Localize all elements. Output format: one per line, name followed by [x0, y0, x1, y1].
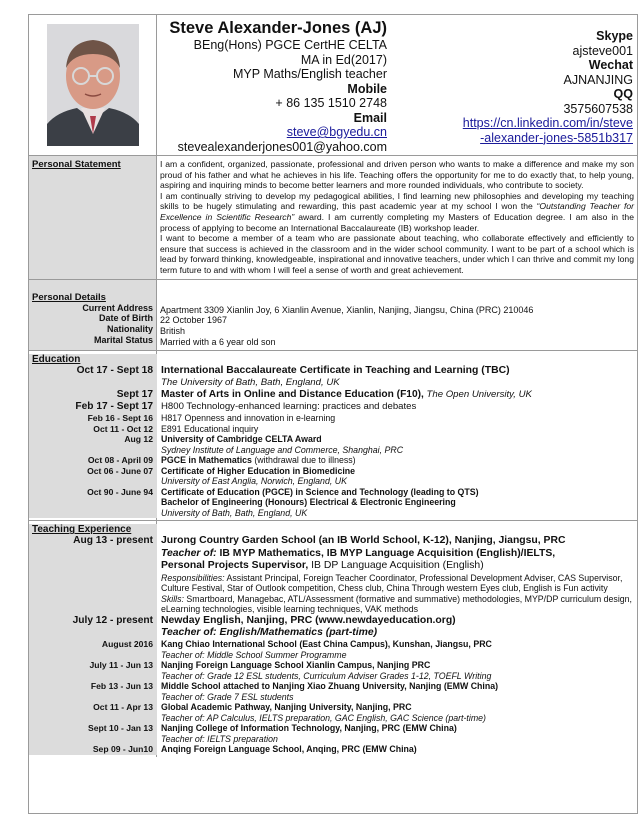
- skype-id: ajsteve001: [572, 43, 633, 58]
- teaching-entry: August 2016 Kang Chiao International School (East China Campus), Kunshan, Jiangsu, PRC Teacher of: Middle School Summer Programme: [29, 639, 637, 660]
- linkedin-link-line2[interactable]: -alexander-jones-5851b317: [480, 130, 633, 145]
- address-value: Apartment 3309 Xianlin Joy, 6 Xianlin Avenue, Xianlin, Nanjing, Jiangsu, China (PRC) 210046: [160, 304, 534, 315]
- teaching-entry: Aug 13 - present Jurong Country Garden School (an IB World School, K-12), Nanjing, Jiangsu, PRC Teacher of: IB MYP Mathematics, IB MYP Language Acquisition (English)/IELTS, Personal Projects Supervisor, IB DP Language Acquisition (English) Responsibilities: Assistant Principal, Foreign Teacher Coordinator, Professional Development Adviser, CAS Supervisor, Culture Festival, Star of Outlook competition, Chess club, China Through western Eyes club, English is Fun activity Skills: Smartboard, Managebac, ATL/Assessment (formative and summative) methodologies, MYP/DP curriculum design, eLearning technologies, visible learning techniques, VAK methods: [29, 535, 637, 614]
- education-entry: Oct 06 - June 07 Certificate of Higher Education in Biomedicine University of East Anglia, Norwich, England, UK: [29, 466, 637, 487]
- education-entry: Sept 17 Master of Arts in Online and Distance Education (F10), The Open University, UK: [29, 389, 637, 401]
- marital-label: Marital Status: [93, 334, 153, 345]
- resume-page: [28, 14, 638, 814]
- education-entry: Feb 16 - Sept 16 H817 Openness and innovation in e-learning: [29, 413, 637, 424]
- education-title: Education: [32, 353, 81, 365]
- teaching-title: Teaching Experience: [32, 524, 132, 536]
- nationality-value: British: [160, 326, 186, 337]
- marital-value: Married with a 6 year old son: [160, 336, 276, 347]
- header-main-info: [157, 15, 387, 155]
- education-entry: Oct 90 - June 94 Certificate of Education (PGCE) in Science and Technology (leading to QTS) Bachelor of Engineering (Honours) Electrical & Electronic Engineering University of Bath, Bath, England, UK: [29, 487, 637, 519]
- education-entry: Aug 12 University of Cambridge CELTA Award Sydney Institute of Language and Commerce, Shanghai, PRC: [29, 434, 637, 455]
- education-entry: Oct 08 - April 09 PGCE in Mathematics (withdrawal due to illness): [29, 455, 637, 466]
- teaching-entry: Sep 09 - Jun10 Anqing Foreign Language School, Anqing, PRC (EMW China): [29, 744, 637, 755]
- personal-details-section: [29, 280, 637, 351]
- email-label: Email: [353, 110, 387, 125]
- masters-degree: MA in Ed(2017): [300, 52, 387, 67]
- candidate-name: Steve Alexander-Jones (AJ): [169, 19, 387, 37]
- statement-paragraph-2: I am continually striving to develop my pedagogical abilities, I find learning new philosophies and developing my teaching skills to be hugely stimulating and rewarding, this past academic year at my school I won the “Outstanding Teacher for Excellence in Scientific Research” award. I am currently completing my Masters of Education degree. I am also in the process of applying to become an International Baccalaureate (IB) workshop leader.: [160, 190, 634, 233]
- teaching-entry: Oct 11 - Apr 13 Global Academic Pathway, Nanjing University, Nanjing, PRC Teacher of: AP Calculus, IELTS preparation, GAC English, GAC Science (part-time): [29, 702, 637, 723]
- skype-label: Skype: [596, 29, 633, 43]
- wechat-label: Wechat: [588, 58, 633, 72]
- profile-photo: [47, 24, 139, 146]
- email-link-work[interactable]: steve@bgyedu.cn: [286, 125, 387, 139]
- statement-paragraph-1: I am a confident, organized, passionate, professional and driven person who wants to make a difference and make my son proud of his father and what he achieves in his life. Teaching offers the opportunity for me to do exactly that, to help young, aspiring and inquiring minds to become better learners and more rounded individuals, who contribute to society.: [160, 159, 634, 191]
- qq-label: QQ: [613, 87, 633, 101]
- photo-cell: [29, 15, 157, 155]
- address-label: Current Address: [82, 302, 153, 313]
- linkedin-link-line1[interactable]: https://cn.linkedin.com/in/steve: [462, 116, 633, 130]
- teaching-entry: Feb 13 - Jun 13 Middle School attached to Nanjing Xiao Zhuang University, Nanjing (EMW China) Teacher of: Grade 7 ESL students: [29, 681, 637, 702]
- teaching-section: [29, 521, 637, 757]
- education-entry: Oct 17 - Sept 18 International Baccalaureate Certificate in Teaching and Learning (TBC) The University of Bath, Bath, England, UK: [29, 365, 637, 389]
- email-personal: stevealexanderjones001@yahoo.com: [177, 139, 387, 154]
- teaching-entry: Sept 10 - Jan 13 Nanjing College of Information Technology, Nanjing, PRC (EMW China) Teacher of: IELTS preparation: [29, 723, 637, 744]
- mobile-number: + 86 135 1510 2748: [275, 96, 387, 110]
- mobile-label: Mobile: [347, 81, 387, 96]
- job-title: MYP Maths/English teacher: [232, 67, 387, 81]
- qualifications: BEng(Hons) PGCE CertHE CELTA: [193, 38, 387, 52]
- statement-paragraph-3: I want to become a member of a team who are passionate about teaching, who collaborate effectively and efficiently to ensure that success is achieved in the classroom and in the wider school community. I want to be part of a school which is lead by forward thinking, knowledgeable, inspirational and innovative teachers, under which I can thrive and commit my long term future to and with whom I will feel a sense of worth and great achievement.: [160, 233, 634, 275]
- personal-details-title: Personal Details: [32, 291, 106, 303]
- nationality-label: Nationality: [106, 324, 153, 335]
- header-contact-info: [387, 15, 637, 155]
- teaching-entry: July 11 - Jun 13 Nanjing Foreign Language School Xianlin Campus, Nanjing PRC Teacher of: Grade 12 ESL students, Curriculum Adviser Grades 1-12, TOEFL Writing: [29, 660, 637, 681]
- header: [29, 15, 637, 156]
- education-section: [29, 351, 637, 522]
- wechat-id: AJNANJING: [563, 72, 633, 87]
- education-entry: Feb 17 - Sept 17 H800 Technology-enhanced learning: practices and debates: [29, 401, 637, 413]
- teaching-entry: July 12 - present Newday English, Nanjing, PRC (www.newdayeducation.org) Teacher of: English/Mathematics (part-time): [29, 615, 637, 640]
- personal-statement-label: Personal Statement: [32, 159, 121, 170]
- dob-label: Date of Birth: [99, 313, 153, 324]
- education-entry: Oct 11 - Oct 12 E891 Educational inquiry: [29, 424, 637, 435]
- qq-id: 3575607538: [563, 101, 633, 116]
- dob-value: 22 October 1967: [160, 315, 228, 326]
- personal-statement-section: [29, 156, 637, 280]
